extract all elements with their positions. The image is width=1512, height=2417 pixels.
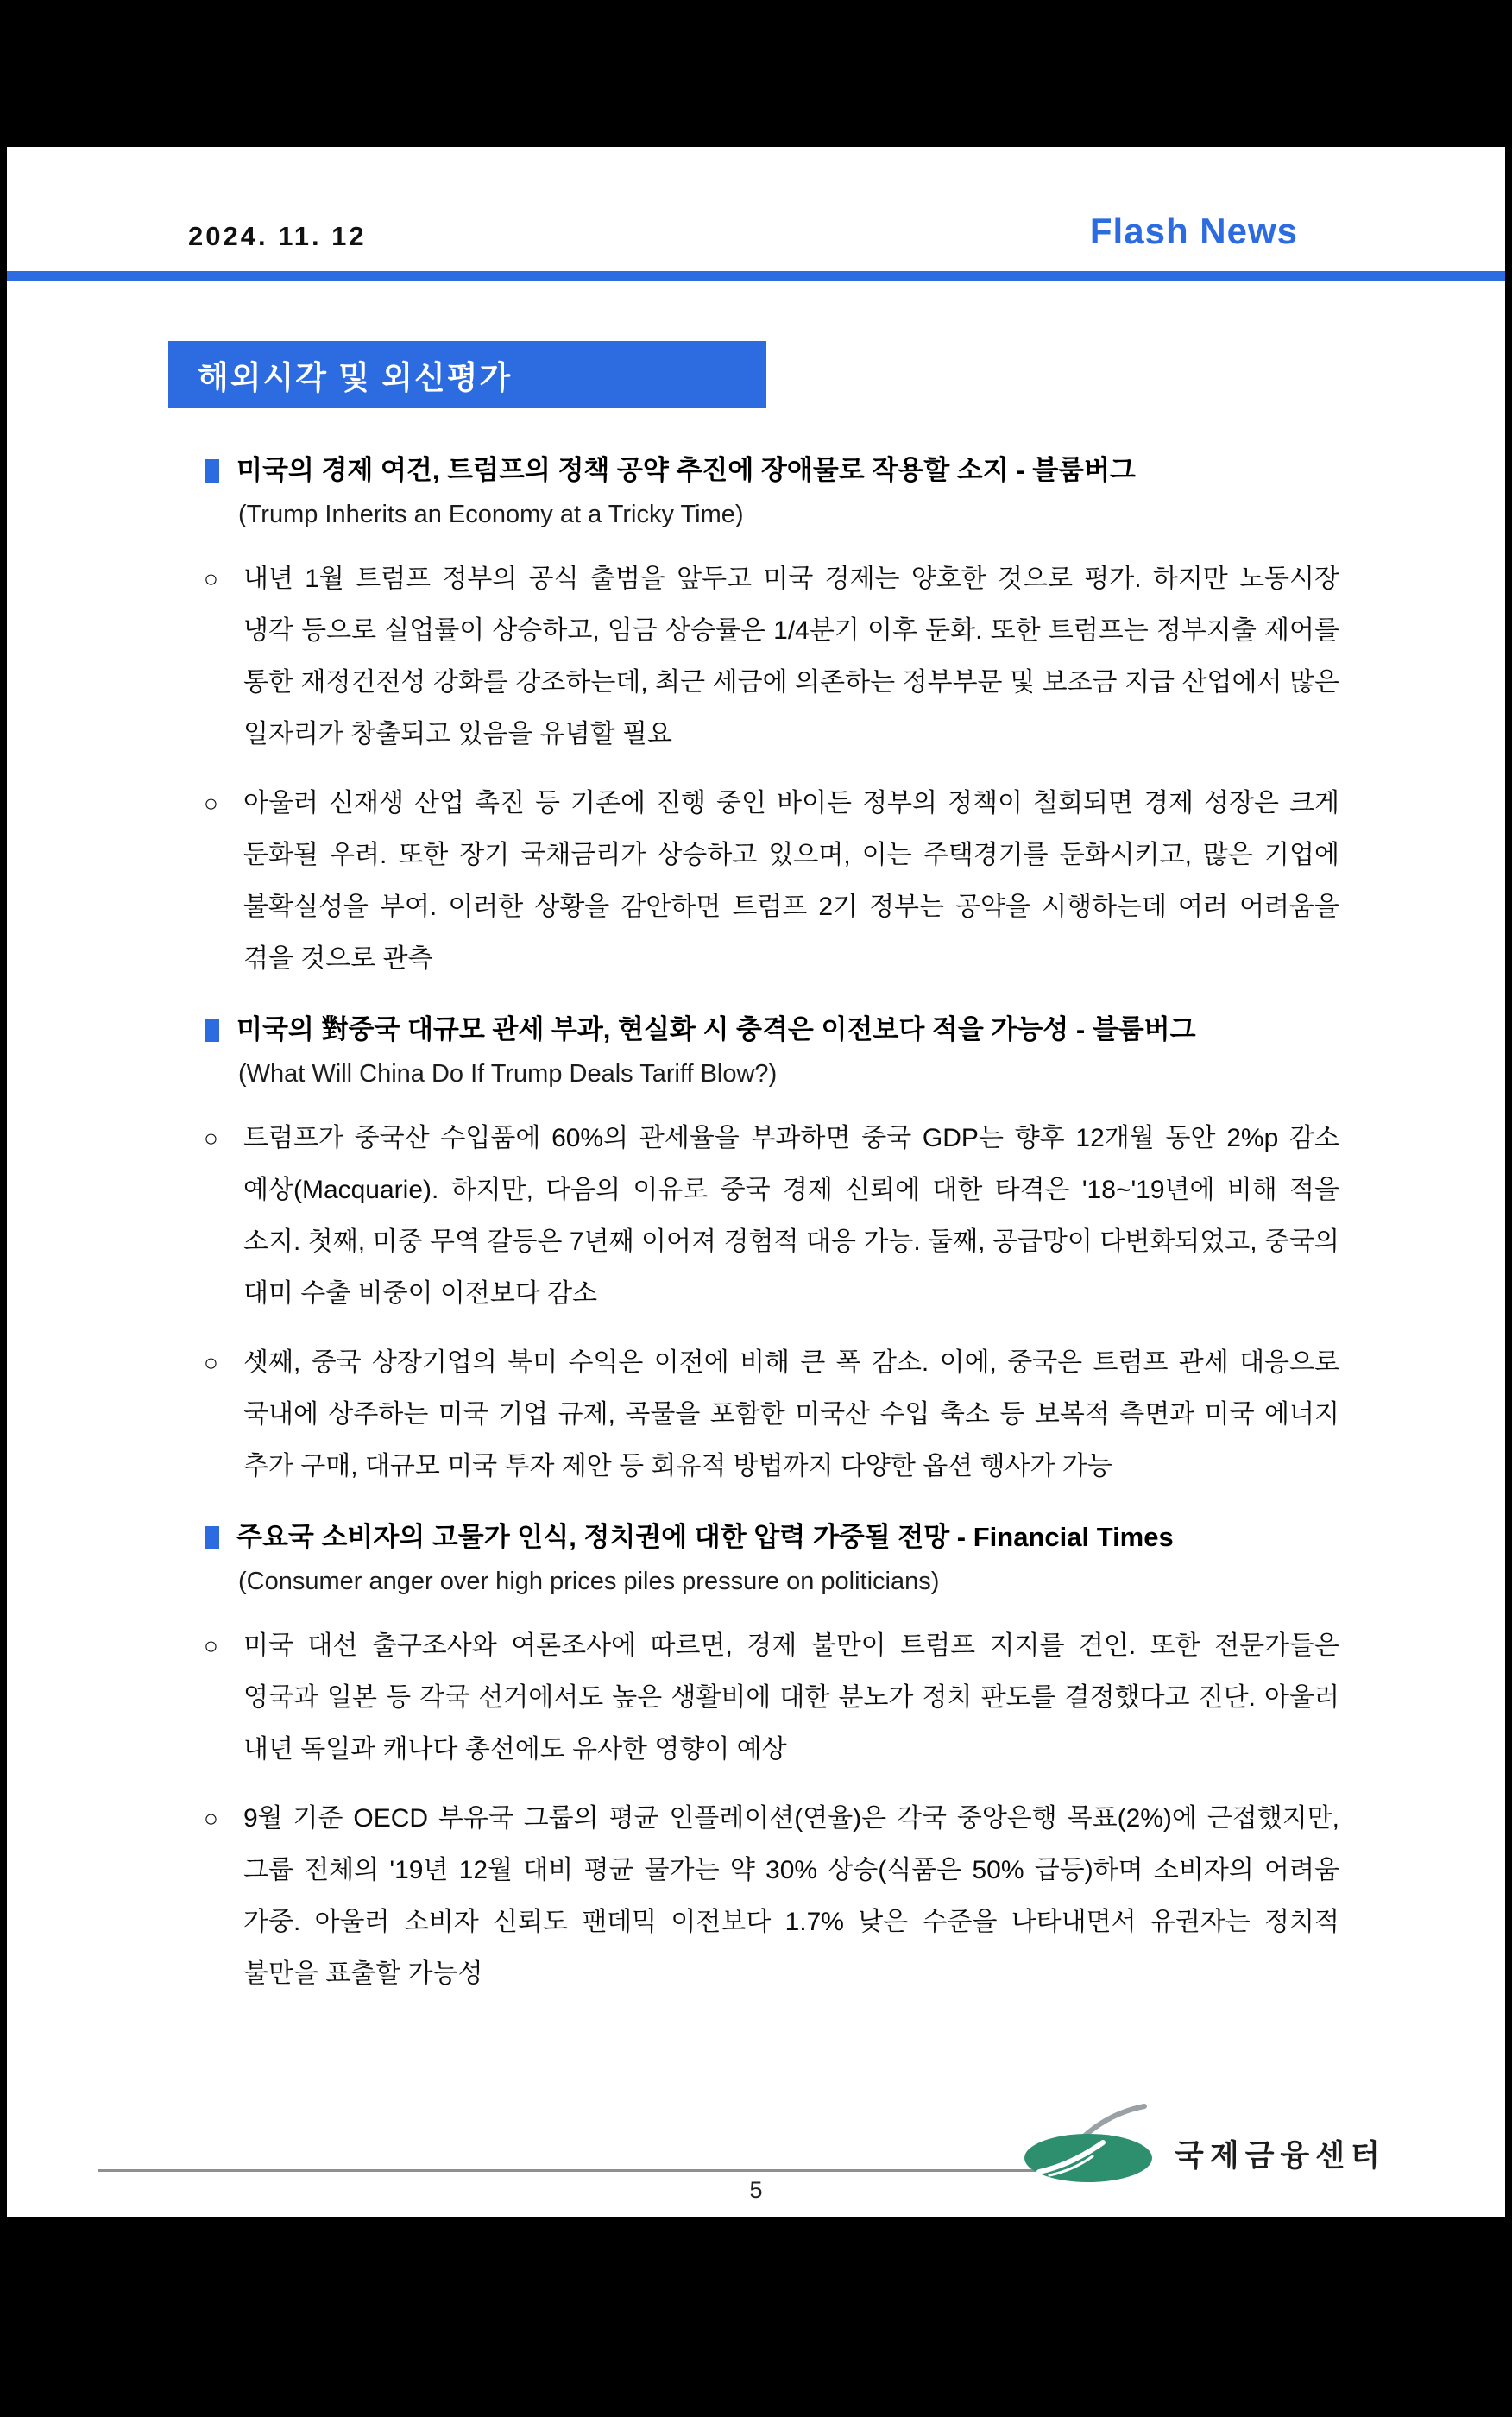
circle-bullet-icon: ○	[204, 790, 218, 817]
headline-text: 미국의 경제 여건, 트럼프의 정책 공약 추진에 장애물로 작용할 소지 - 블룸버그	[236, 455, 1136, 485]
section-banner	[168, 341, 766, 408]
bullet-text: 트럼프가 중국산 수입품에 60%의 관세율을 부과하면 중국 GDP는 향후 12개월 동안 2%p 감소 예상(Macquarie). 하지만, 다음의 이유로 중국 경제 신뢰에 대한 타격은 '18~'19년에 비해 적을 소지. 첫째, 미중 무역 갈등은 7년째 이어져 경험적 대응 가능. 둘째, 공급망이 다변화되었고, 중국의 대미 수출 비중이 이전보다 감소	[243, 1124, 1339, 1308]
kcif-logo-text: 국제금융센터	[1175, 2139, 1386, 2173]
headline-text: 미국의 對중국 대규모 관세 부과, 현실화 시 충격은 이전보다 적을 가능성 - 블룸버그	[236, 1014, 1196, 1044]
square-bullet-icon	[205, 1526, 219, 1549]
bullet-text: 미국 대선 출구조사와 여론조사에 따르면, 경제 불만이 트럼프 지지를 견인. 또한 전문가들은 영국과 일본 등 각국 선거에서도 높은 생활비에 대한 분노가 정치 판도를 결정했다고 진단. 아울러 내년 독일과 캐나다 총선에도 유사한 영향이 예상	[243, 1631, 1339, 1764]
bullet-paragraph	[204, 778, 1339, 985]
page-number: 5	[749, 2177, 763, 2203]
banner-title: 해외시각 및 외신평가	[198, 360, 513, 395]
headline-subtitle: (Trump Inherits an Economy at a Tricky Time)	[238, 501, 744, 528]
report-title: Flash News	[1089, 211, 1298, 251]
square-bullet-icon	[205, 1019, 219, 1042]
headline-subtitle: (What Will China Do If Trump Deals Tariff Blow?)	[238, 1060, 778, 1088]
circle-bullet-icon: ○	[204, 1805, 218, 1832]
kcif-logo-icon	[1024, 2099, 1166, 2186]
bullet-paragraph	[204, 1113, 1339, 1320]
kcif-logo	[1024, 2099, 1386, 2186]
bullet-paragraph	[204, 553, 1339, 760]
report-date: 2024. 11. 12	[188, 221, 367, 251]
bullet-text: 셋째, 중국 상장기업의 북미 수익은 이전에 비해 큰 폭 감소. 이에, 중국은 트럼프 관세 대응으로 국내에 상주하는 미국 기업 규제, 곡물을 포함한 미국산 수입 축소 등 보복적 측면과 미국 에너지 추가 구매, 대규모 미국 투자 제안 등 회유적 방법까지 다양한 옵션 행사가 가능	[243, 1348, 1339, 1480]
headline-subtitle: (Consumer anger over high prices piles pressure on politicians)	[238, 1568, 940, 1595]
circle-bullet-icon: ○	[204, 565, 218, 592]
document-content	[204, 451, 1339, 2000]
bullet-text: 내년 1월 트럼프 정부의 공식 출범을 앞두고 미국 경제는 양호한 것으로 평가. 하지만 노동시장 냉각 등으로 실업률이 상승하고, 임금 상승률은 1/4분기 이후 둔화. 또한 트럼프는 정부지출 제어를 통한 재정건전성 강화를 강조하는데, 최근 세금에 의존하는 정부부문 및 보조금 지급 산업에서 많은 일자리가 창출되고 있음을 유념할 필요	[243, 565, 1339, 748]
page-header	[188, 211, 1298, 252]
bullet-text: 아울러 신재생 산업 촉진 등 기존에 진행 중인 바이든 정부의 정책이 철회되면 경제 성장은 크게 둔화될 우려. 또한 장기 국채금리가 상승하고 있으며, 이는 주택경기를 둔화시키고, 많은 기업에 불확실성을 부여. 이러한 상황을 감안하면 트럼프 2기 정부는 공약을 시행하는데 여러 어려움을 겪을 것으로 관측	[243, 789, 1339, 973]
footer-divider	[98, 2169, 1068, 2172]
bullet-paragraph	[204, 1337, 1339, 1492]
section-headline	[204, 1518, 1339, 1556]
bullet-paragraph	[204, 1620, 1339, 1776]
header-divider	[7, 271, 1505, 281]
bullet-text: 9월 기준 OECD 부유국 그룹의 평균 인플레이션(연율)은 각국 중앙은행 목표(2%)에 근접했지만, 그룹 전체의 '19년 12월 대비 평균 물가는 약 30% 상승(식품은 50% 급등)하며 소비자의 어려움 가중. 아울러 소비자 신뢰도 팬데믹 이전보다 1.7% 낮은 수준을 나타내면서 유권자는 정치적 불만을 표출할 가능성	[243, 1804, 1339, 1988]
news-section	[204, 1518, 1339, 2000]
square-bullet-icon	[205, 459, 219, 483]
section-headline	[204, 451, 1339, 489]
document-page	[7, 147, 1505, 2217]
bullet-paragraph	[204, 1793, 1339, 2000]
headline-text: 주요국 소비자의 고물가 인식, 정치권에 대한 압력 가중될 전망 - Financial Times	[236, 1522, 1174, 1552]
section-headline	[204, 1011, 1339, 1049]
news-section	[204, 451, 1339, 985]
circle-bullet-icon: ○	[204, 1632, 218, 1659]
news-section	[204, 1011, 1339, 1492]
circle-bullet-icon: ○	[204, 1349, 218, 1376]
circle-bullet-icon: ○	[204, 1125, 218, 1152]
